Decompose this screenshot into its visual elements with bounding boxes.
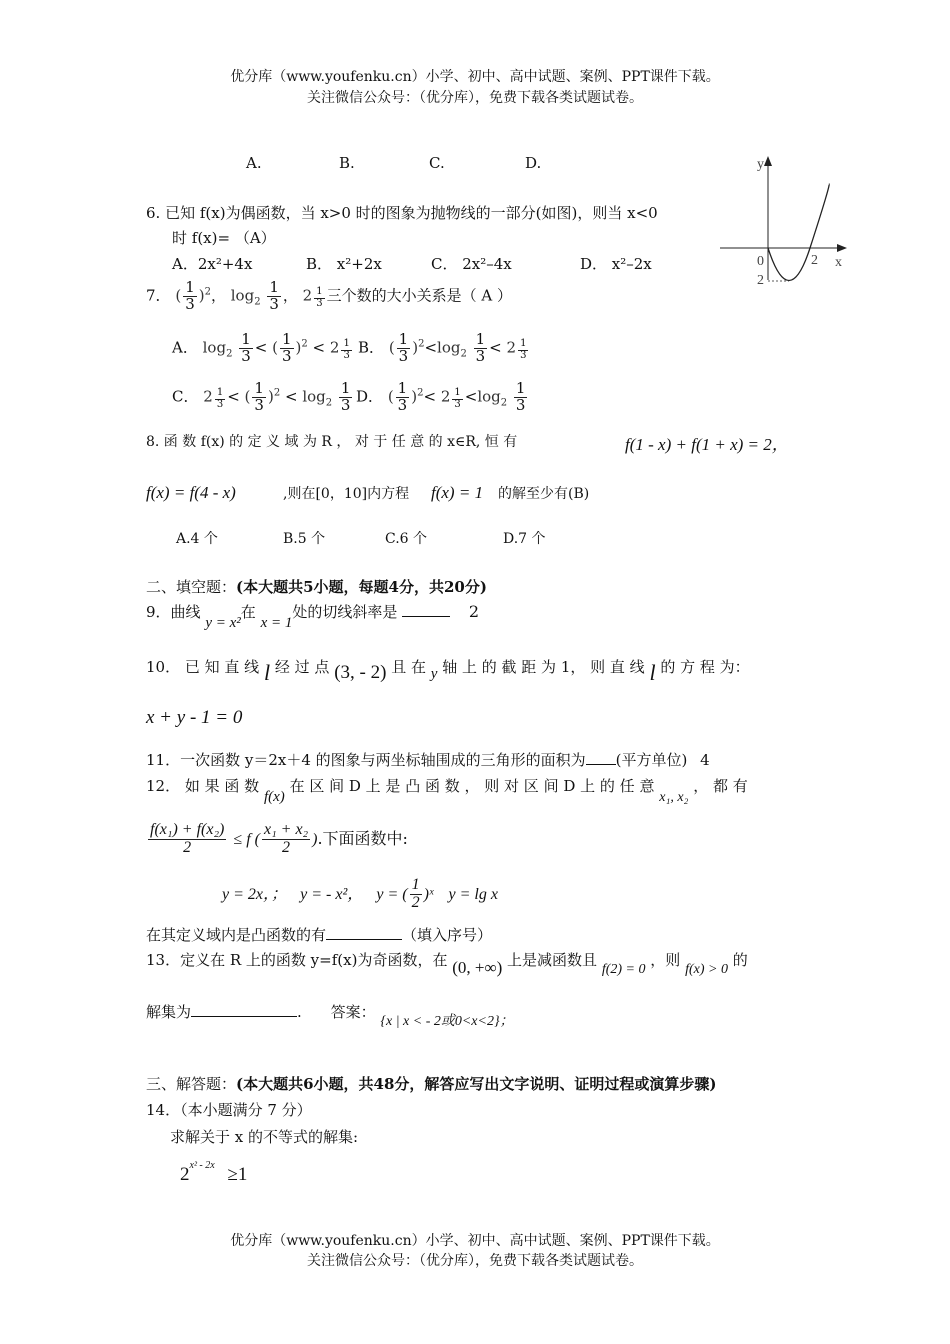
q8-option-b: B.5 个 (283, 531, 326, 547)
y-axis-arrow (764, 156, 772, 166)
q14-inequality: $2^{x^2 - 2x} \ge 1$ (180, 1160, 248, 1185)
q12-question: 在其定义域内是凸函数的有 （填入序号） (146, 926, 493, 944)
header-line-1: 优分库（www.youfenku.cn）小学、初中、高中试题、案例、PPT课件下载。 (230, 69, 720, 85)
q10: 10． 已 知 直 线 l 经 过 点 (3, - 2) 且 在 y 轴 上 的 截 距 为 1， 则 直 线 l 的 方 程 为： (146, 658, 750, 685)
footer-line-2: 关注微信公众号：（优分库），免费下载各类试题试卷。 (307, 1253, 643, 1269)
graph-x-label: x (835, 255, 842, 270)
q6-option-d: D． x²–2x (580, 255, 652, 273)
x-axis-arrow (837, 244, 847, 252)
graph-y-tick: 2 (757, 273, 764, 288)
q7-option-a: A． $\log_2$ $\frac{1}{3}$ < ( $\frac{1}{3}$ )$^2$ < 2 $\frac{1}{3}$ (172, 330, 350, 365)
q8-option-a: A.4 个 (176, 531, 218, 547)
q13-stem: 13．定义在 R 上的函数 y=f(x)为奇函数，在 (0, +∞) 上是减函数且 f(2) = 0 ，则 f(x) > 0 的 (146, 951, 748, 977)
q14-text: 求解关于 x 的不等式的解集: (170, 1128, 359, 1146)
q13-answer-line: 解集为 . 答案： {x | x < - 2或0<x<2}； (146, 1003, 514, 1029)
q6-option-c: C． 2x²–4x (431, 255, 512, 273)
q7-stem: 7． ( $\frac{1}{3}$ )$^2$， $\log_2$ $\frac{1}{3}$ ， 2 $\frac{1}{3}$ 三个数的大小关系是（ A ） (146, 278, 512, 313)
q10-answer: x + y - 1 = 0 (146, 707, 243, 728)
q12-inequality: $\frac{\text{f(x₁) + f(x₂)}}{2}$ ≤ f ( $\frac{\text{x₁ + x₂}}{2}$ ).下面函数中: (150, 821, 408, 856)
q8-stem: 8. 函 数 f(x) 的 定 义 域 为 R ， 对 于 任 意 的 x∈R, 恒 有 (146, 434, 518, 450)
q7-option-c: C． 2 $\frac{1}{3}$ < ( $\frac{1}{3}$ )$^2 < \log_2$ $\frac{1}{3}$ (172, 379, 351, 414)
q12-stem: 12． 如 果 函 数 f(x) 在 区 间 D 上 是 凸 函 数 ， 则 对 区 间 D 上 的 任 意 x₁, x₂ ， 都 有 (146, 777, 748, 805)
q8-eq3: f(x) = 1 (431, 483, 484, 502)
section-3-title: 三、解答题：(本大题共6小题，共48分，解答应写出文字说明、证明过程或演算步骤) (146, 1075, 717, 1093)
q8-mid: ,则在[0，10]内方程 (283, 486, 410, 502)
q8-eq2: f(x) = f(4 - x) (146, 483, 236, 502)
q5-option-c: C. (429, 154, 445, 172)
q5-option-a: A. (246, 154, 262, 172)
q14-title: 14．（本小题满分 7 分） (146, 1101, 312, 1119)
q5-option-b: B. (339, 154, 355, 172)
q9: 9．曲线 y = x²在 x = 1处的切线斜率是 2 (146, 602, 480, 631)
q5-option-d: D. (525, 154, 542, 172)
q7-option-b: B． ( $\frac{1}{3}$ )$^2<\log_2$ $\frac{1}{3}$ < 2 $\frac{1}{3}$ (358, 330, 527, 365)
q8-tail: 的解至少有(B) (498, 486, 590, 502)
section-2-title: 二、填空题：(本大题共5小题，每题4分，共20分) (146, 578, 487, 596)
q7-option-d: D． ( $\frac{1}{3}$ )$^2$< 2 $\frac{1}{3}$ $<\log_2$ $\frac{1}{3}$ (356, 379, 526, 414)
q6-option-b: B． x²+2x (306, 255, 382, 273)
graph-y-label: y (757, 157, 764, 172)
q6-stem-2: 时 f(x)= （A） (172, 229, 276, 247)
graph-origin-label: 0 (757, 254, 764, 269)
q11: 11．一次函数 y＝2x＋4 的图象与两坐标轴围成的三角形的面积为 (平方单位) 4 (146, 751, 710, 769)
graph-x-tick: 2 (811, 253, 818, 268)
q8-option-c: C.6 个 (385, 531, 428, 547)
parabola-graph (715, 150, 855, 290)
q6-option-a: A．2x²+4x (172, 255, 253, 273)
q8-eq1: f(1 - x) + f(1 + x) = 2， (625, 435, 789, 454)
q12-functions: y = 2x，； y = - x²， y = ( $\frac{1}{2}$ )ˣ y = lg x (222, 876, 498, 911)
header-line-2: 关注微信公众号：（优分库），免费下载各类试题试卷。 (307, 90, 643, 106)
q6-stem: 6. 已知 f(x)为偶函数，当 x>0 时的图象为抛物线的一部分(如图)，则当 x<0 (146, 204, 658, 222)
parabola-curve (768, 184, 829, 281)
footer-line-1: 优分库（www.youfenku.cn）小学、初中、高中试题、案例、PPT课件下载。 (230, 1233, 720, 1249)
q8-option-d: D.7 个 (503, 531, 546, 547)
